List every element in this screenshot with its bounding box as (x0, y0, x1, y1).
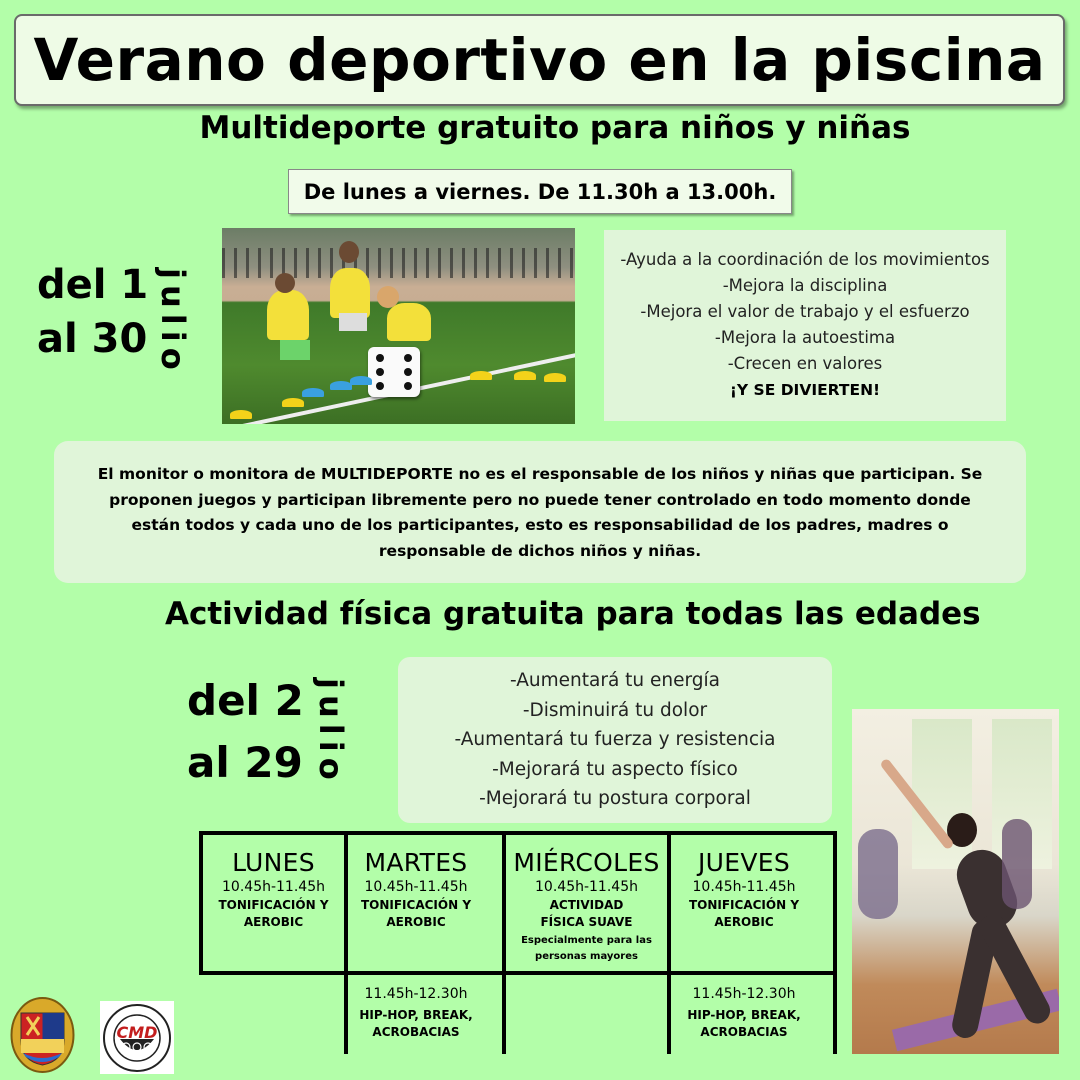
actividad-benefits-panel (398, 657, 832, 823)
schedule-banner (288, 169, 792, 214)
dice-shape (368, 347, 420, 397)
day-name: LUNES (232, 848, 315, 877)
day-name: MARTES (364, 848, 468, 877)
benefit-item: -Aumentará tu energía (509, 670, 721, 691)
day-activity: AEROBIC (386, 915, 446, 929)
day-late-time: 11.45h-12.30h (692, 986, 796, 1002)
benefit-item: -Mejorará tu postura corporal (479, 788, 751, 809)
day-time: 10.45h-11.45h (535, 879, 638, 895)
benefit-item: -Crecen en valores (727, 354, 883, 373)
yoga-class-photo (852, 709, 1059, 1054)
actividad-date-from: del 2 (187, 676, 304, 725)
day-late-activity: ACROBACIAS (372, 1025, 460, 1039)
notice-text: El monitor o monitora de MULTIDEPORTE no es el responsable de los niños y niñas que participan. Se proponen juegos y participan libremente pero no puede tener controlado en todo momento donde están todos y cada uno de los participantes, esto es responsabilidad de los padres, madres o responsable de dichos niños y niñas. (97, 465, 983, 560)
schedule-text: De lunes a viernes. De 11.30h a 13.00h. (303, 179, 777, 204)
day-column-miercoles (506, 849, 667, 965)
multideporte-date-from: del 1 (37, 262, 149, 308)
benefit-item: -Mejorará tu aspecto físico (492, 758, 738, 780)
day-late-jueves (671, 984, 817, 1041)
day-note: personas mayores (535, 951, 638, 962)
page-title: Verano deportivo en la piscina (33, 26, 1046, 94)
actividad-heading: Actividad física gratuita para todas las edades (165, 596, 981, 632)
multideporte-month: julio (154, 268, 192, 376)
cmd-logo-text: CMD (116, 1023, 158, 1042)
day-activity: FÍSICA SUAVE (540, 915, 633, 929)
day-column-martes (348, 849, 484, 931)
day-activity: TONIFICACIÓN Y (218, 898, 329, 912)
day-late-activity: HIP-HOP, BREAK, (687, 1008, 801, 1022)
benefit-item: -Ayuda a la coordinación de los movimientos (620, 250, 990, 269)
municipal-coat-of-arms-logo (9, 995, 76, 1074)
benefit-item: -Mejora la autoestima (714, 328, 896, 347)
day-activity: TONIFICACIÓN Y (360, 898, 472, 912)
timetable (199, 831, 839, 1057)
day-late-time: 11.45h-12.30h (364, 986, 468, 1002)
day-time: 10.45h-11.45h (364, 879, 468, 895)
multideporte-benefits-panel (604, 230, 1006, 421)
multideporte-dates (37, 258, 148, 366)
benefit-item: -Disminuirá tu dolor (522, 699, 708, 721)
day-activity: AEROBIC (714, 915, 774, 929)
kids-playing-photo (222, 228, 575, 424)
day-late-martes (348, 984, 484, 1041)
day-name: MIÉRCOLES (513, 848, 660, 877)
benefit-item: -Mejora la disciplina (722, 276, 888, 295)
day-activity: AEROBIC (243, 915, 304, 929)
actividad-dates (187, 670, 304, 794)
day-time: 10.45h-11.45h (692, 879, 796, 895)
benefit-item: -Mejora el valor de trabajo y el esfuerzo (640, 302, 970, 321)
day-name: JUEVES (697, 848, 791, 877)
multideporte-date-to: al 30 (37, 316, 148, 362)
day-late-activity: HIP-HOP, BREAK, (359, 1008, 473, 1022)
day-activity: ACTIVIDAD (549, 898, 624, 912)
day-late-activity: ACROBACIAS (700, 1025, 788, 1039)
responsibility-notice (54, 441, 1026, 583)
day-time: 10.45h-11.45h (222, 879, 325, 895)
day-column-lunes (203, 849, 344, 931)
day-note: Especialmente para las (521, 935, 652, 946)
title-box (14, 14, 1065, 106)
cmd-ribaforada-logo (100, 1001, 174, 1074)
actividad-date-to: al 29 (187, 738, 303, 787)
subtitle: Multideporte gratuito para niños y niñas (199, 110, 911, 146)
day-column-jueves (671, 849, 817, 931)
benefits-closing: ¡Y SE DIVIERTEN! (729, 381, 881, 399)
day-activity: TONIFICACIÓN Y (688, 898, 800, 912)
benefit-item: -Aumentará tu fuerza y resistencia (454, 729, 776, 750)
actividad-month: julio (312, 678, 350, 786)
